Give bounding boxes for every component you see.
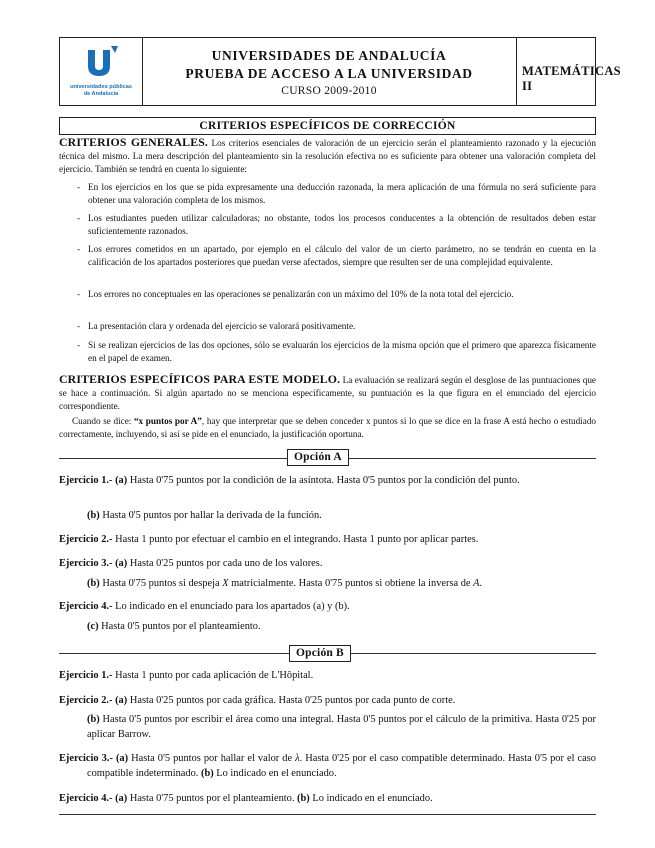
part-text: Hasta 0'5 puntos por hallar el valor de xyxy=(131,753,296,764)
bullet-text: Si se realizan ejercicios de las dos opciones, sólo se evaluarán los ejercicios de la misma opción que el primero que aparezca físicamente en el papel de examen. xyxy=(88,340,596,364)
part-text: Hasta 0'5 puntos por escribir el área como una integral. Hasta 0'5 puntos por el cálculo de la primitiva. Hasta 0'25 por aplicar Barrow. xyxy=(87,714,596,740)
part-label: (a) xyxy=(115,558,128,569)
bullet-text: En los ejercicios en los que se pida expresamente una deducción razonada, la mera aplicación de una fórmula no será suficiente para obtener una valoración completa de los mismos. xyxy=(88,182,596,206)
bullet-text: Los errores no conceptuales en las operaciones se penalizarán con un máximo del 10% de la nota total del ejercicio. xyxy=(88,289,514,299)
option-a-exercise-2 xyxy=(59,533,596,548)
logo-text-line2: de Andalucía xyxy=(83,90,119,97)
exercise-label: Ejercicio 4.- xyxy=(59,793,113,804)
section-title: CRITERIOS ESPECÍFICOS DE CORRECCIÓN xyxy=(59,117,596,135)
list-item: - Los errores cometidos en un apartado, por ejemplo en el cálculo del valor de un cierto parámetro, no se tendrán en cuenta en la calificación de los apartados posteriores que puedan verse afectados, siempre que resulten ser de una complejidad equivalente. xyxy=(77,244,596,268)
option-b-title: Opción B xyxy=(289,645,351,662)
exercise-label: Ejercicio 1.- xyxy=(59,475,113,486)
part-label: (b) xyxy=(87,714,100,725)
specific-criteria-note xyxy=(59,415,596,441)
exercise-label: Ejercicio 4.- xyxy=(59,601,113,612)
part-label: (b) xyxy=(200,767,214,779)
list-item: - La presentación clara y ordenada del ejercicio se valorará positivamente. xyxy=(77,321,356,331)
part-text: Hasta 0'5 puntos por hallar la derivada de la función. xyxy=(102,510,322,521)
option-b-exercise-1 xyxy=(59,669,596,684)
logo-cell xyxy=(60,38,143,105)
subject-label: MATEMÁTICAS II xyxy=(522,64,621,93)
list-item: - Si se realizan ejercicios de las dos opciones, sólo se evaluarán los ejercicios de la misma opción que el primero que aparezca físicamente en el papel de examen. xyxy=(77,340,596,364)
logo-text xyxy=(62,84,140,97)
note-prefix: Cuando se dice: xyxy=(72,416,134,426)
option-a-exercise-1 xyxy=(59,474,596,489)
option-a-title: Opción A xyxy=(287,449,349,466)
list-item: - En los ejercicios en los que se pida expresamente una deducción razonada, la mera aplicación de una fórmula no será suficiente para obtener una valoración completa de los mismos. xyxy=(77,182,596,206)
part-label: (a) xyxy=(115,475,128,486)
part-label: (b) xyxy=(87,578,100,589)
part-text: Hasta 0'25 puntos por cada gráfica. Hasta 0'25 puntos por cada punto de corte. xyxy=(129,695,456,706)
part-label: (b) xyxy=(87,510,100,521)
logo-text-line1: universidades públicas xyxy=(70,84,132,90)
option-a-exercise-4c xyxy=(87,620,596,635)
specific-criteria-heading: CRITERIOS ESPECÍFICOS PARA ESTE MODELO. xyxy=(59,372,341,386)
list-item: - Los estudiantes pueden utilizar calculadoras; no obstante, todos los procesos conducentes a la obtención de resultados deben estar suficientemente razonados. xyxy=(77,213,596,237)
part-text: . Hasta 0'25 por el caso compatible determinado. Hasta 0'5 por el caso compatible indeterminado. xyxy=(87,753,596,779)
exercise-text: Hasta 1 punto por efectuar el cambio en el integrando. Hasta 1 punto por aplicar partes. xyxy=(115,534,479,545)
math-var: A xyxy=(473,578,480,589)
title-line2: PRUEBA DE ACCESO A LA UNIVERSIDAD xyxy=(185,66,473,81)
bullet-text: La presentación clara y ordenada del ejercicio se valorará positivamente. xyxy=(88,321,356,331)
part-text: Lo indicado en el enunciado. xyxy=(213,767,337,779)
specific-criteria-intro xyxy=(59,373,596,413)
part-text: Lo indicado en el enunciado. xyxy=(309,793,433,804)
general-criteria-text: Los criterios esenciales de valoración de un ejercicio serán el planteamiento razonado y la ejecución técnica del mismo. La mera descripción del planteamiento sin la resolución efectiva no es suficiente para obtener una valoración completa del ejercicio. También se tendrá en cuenta lo siguiente: xyxy=(59,138,596,175)
general-criteria-intro xyxy=(59,136,596,176)
exercise-label: Ejercicio 2.- xyxy=(59,534,113,545)
title-cell xyxy=(142,38,517,105)
part-text: Hasta 0'5 puntos por el planteamiento. xyxy=(101,621,261,632)
bottom-rule xyxy=(59,814,596,815)
bullet-text: Los errores cometidos en un apartado, por ejemplo en el cálculo del valor de un cierto parámetro, no se tendrán en cuenta en la calificación de los apartados posteriores que puedan verse afectados, siempre que resulten ser de una complejidad equivalente. xyxy=(88,244,596,268)
option-a-exercise-3b xyxy=(87,577,596,592)
part-text: Hasta 0'75 puntos si despeja xyxy=(102,578,223,589)
exercise-text: Lo indicado en el enunciado para los apartados (a) y (b). xyxy=(115,601,350,612)
header-box xyxy=(59,37,621,106)
part-label: (a) xyxy=(115,695,128,706)
general-criteria-heading: CRITERIOS GENERALES. xyxy=(59,135,209,149)
part-label: (b) xyxy=(297,793,310,804)
option-b-exercise-3 xyxy=(59,752,596,781)
course-label: CURSO 2009-2010 xyxy=(281,85,377,97)
option-b-exercise-2b xyxy=(87,713,596,742)
part-text: Hasta 0'75 puntos por la condición de la asíntota. Hasta 0'5 puntos por la condición del punto. xyxy=(129,475,520,486)
part-label: (a) xyxy=(115,753,129,764)
part-text: . xyxy=(479,578,483,589)
part-label: (a) xyxy=(115,793,128,804)
part-text: Hasta 0'25 puntos por cada uno de los valores. xyxy=(129,558,323,569)
part-text: Hasta 0'75 puntos por el planteamiento. xyxy=(127,793,298,804)
option-b-exercise-2 xyxy=(59,694,596,709)
subject-cell xyxy=(516,38,621,105)
note-bold: “x puntos por A” xyxy=(133,416,202,426)
option-a-exercise-3 xyxy=(59,557,596,572)
part-label: (c) xyxy=(87,621,99,632)
specific-criteria-text: La evaluación se realizará según el desglose de las puntuaciones que se hace a continuación. Si algún apartado no se menciona específicamente, su puntuación es la que figura en el enunciado del ejercicio correspondiente. xyxy=(59,375,597,412)
option-a-exercise-1b xyxy=(87,509,596,524)
title-line1: UNIVERSIDADES DE ANDALUCÍA xyxy=(211,48,447,63)
university-logo-icon xyxy=(84,44,120,80)
exercise-label: Ejercicio 3.- xyxy=(59,753,113,764)
option-a-exercise-4 xyxy=(59,600,596,615)
bullet-text: Los estudiantes pueden utilizar calculadoras; no obstante, todos los procesos conducentes a la obtención de resultados deben estar suficientemente razonados. xyxy=(88,213,596,237)
exercise-label: Ejercicio 1.- xyxy=(59,670,113,681)
note-rest: , hay que interpretar que se deben conceder x puntos si lo que se dice en la frase A está hecho o estudiado correctamente, incluyendo, si así se pide en el enunciado, la justificación oportuna. xyxy=(59,416,597,440)
list-item: - Los errores no conceptuales en las operaciones se penalizarán con un máximo del 10% de la nota total del ejercicio. xyxy=(77,289,514,299)
exercise-text: Hasta 1 punto por cada aplicación de L'Hôpital. xyxy=(115,670,314,681)
exercise-label: Ejercicio 3.- xyxy=(59,558,113,569)
part-text: matricialmente. Hasta 0'75 puntos si obtiene la inversa de xyxy=(228,578,474,589)
math-var: λ xyxy=(295,753,300,764)
math-var: X xyxy=(222,578,229,589)
option-b-exercise-4 xyxy=(59,792,596,807)
exercise-label: Ejercicio 2.- xyxy=(59,695,113,706)
